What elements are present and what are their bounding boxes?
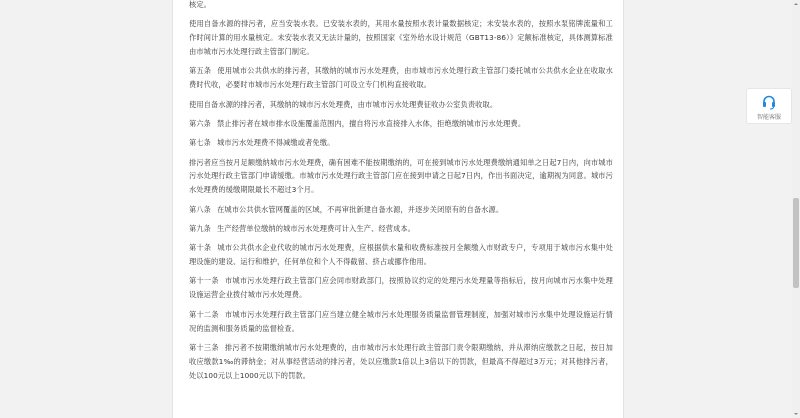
scroll-up-arrow-icon[interactable] (792, 0, 800, 8)
article-number: 第十条 (189, 243, 212, 253)
paragraph (189, 0, 613, 12)
customer-service-label: 智能客服 (756, 114, 781, 121)
paragraph-text: 排污者应当按月足额缴纳城市污水处理费，确有困难不能按期缴纳的，可在接到城市污水处理费缴纳通知单之日起7日内，向市城市污水处理行政主管部门申请缓缴。市城市污水处理行政主管部门应在接到申请之日起7日内，作出书面决定，逾期视为同意。城市污水处理费的缓缴期限最长不超过3个月。 (189, 157, 613, 195)
paragraph-text: 城市污水处理费不得减缴或者免缴。 (217, 138, 335, 148)
paragraph-text: 禁止排污者在城市排水设施覆盖范围内，擅自将污水直接排入水体，拒绝缴纳城市污水处理费。 (217, 118, 526, 128)
article-13 (189, 341, 613, 383)
paragraph (189, 17, 613, 59)
paragraph-text: 使用城市公共供水的排污者，其缴纳的城市污水处理费，由市城市污水处理行政主管部门委托城市公共供水企业在收取水费时代收，必要时市城市污水处理行政主管部门可设立专门机构直接收取。 (189, 66, 613, 90)
article-10 (189, 241, 613, 269)
article-12 (189, 308, 613, 336)
article-number: 第五条 (189, 66, 212, 76)
article-number: 第八条 (189, 204, 212, 214)
article-number: 第十三条 (189, 342, 219, 352)
paragraph-text: 市城市污水处理行政主管部门应当建立健全城市污水处理服务质量监督管理制度，加强对城市污水集中处理设施运行情况的监测和服务质量的监督检查。 (189, 309, 613, 333)
article-number: 第六条 (189, 118, 212, 128)
paragraph-text: 生产经营单位缴纳的城市污水处理费可计入生产、经营成本。 (217, 223, 416, 233)
paragraph (189, 156, 613, 198)
article-7 (189, 136, 613, 150)
scrollbar-thumb[interactable] (793, 198, 799, 288)
paragraph-text: 在城市公共供水管网覆盖的区域，不再审批新建自备水源，并逐步关闭原有的自备水源。 (217, 204, 504, 214)
paragraph-text: 核定。 (189, 0, 212, 9)
vertical-scrollbar[interactable] (792, 0, 800, 418)
article-5 (189, 64, 613, 92)
document-page (172, 0, 624, 418)
paragraph (189, 98, 613, 112)
paragraph-text: 使用自备水源的排污者，其缴纳的城市污水处理费，由市城市污水处理费征收办公室负责收取。 (189, 99, 498, 109)
article-number: 第十二条 (189, 309, 219, 319)
article-11 (189, 274, 613, 302)
document-body (189, 0, 613, 388)
article-6 (189, 117, 613, 131)
article-9 (189, 222, 613, 236)
scroll-down-arrow-icon[interactable] (792, 410, 800, 418)
paragraph-text: 使用自备水源的排污者，应当安装水表。已安装水表的，其用水量按照水表计量数据核定；未安装水表的，按照水泵铭牌流量和工作时间计算的用水量核定。未安装水表又无法计量的，按照国家《室外给水设计规范（GBT13-86）》定额标准核定，具体测算标准由市城市污水处理行政主管部门制定。 (189, 19, 613, 57)
headset-icon (761, 94, 777, 110)
article-8 (189, 203, 613, 217)
article-number: 第七条 (189, 138, 212, 148)
paragraph-text: 排污者不按期缴纳城市污水处理费的，由市城市污水处理行政主管部门责令限期缴纳，并从滞纳应缴款之日起，按日加收应缴款1‰的滞纳金；对从事经营活动的排污者，处以应缴款1倍以上3倍以下的罚款，但最高不得超过3万元；对其他排污者，处以100元以上1000元以下的罚款。 (189, 342, 613, 380)
customer-service-button[interactable] (746, 88, 792, 124)
article-number: 第十一条 (189, 276, 219, 286)
article-number: 第九条 (189, 223, 212, 233)
paragraph-text: 市城市污水处理行政主管部门应会同市财政部门，按照协议约定的处理污水处理量等指标后，按月向城市污水集中处理设施运营企业拨付城市污水处理费。 (189, 276, 613, 300)
paragraph-text: 城市公共供水企业代收的城市污水处理费，应根据供水量和收费标准按月全额缴入市财政专户，专项用于城市污水集中处理设施的建设、运行和维护，任何单位和个人不得截留、挤占或挪作他用。 (189, 243, 613, 267)
